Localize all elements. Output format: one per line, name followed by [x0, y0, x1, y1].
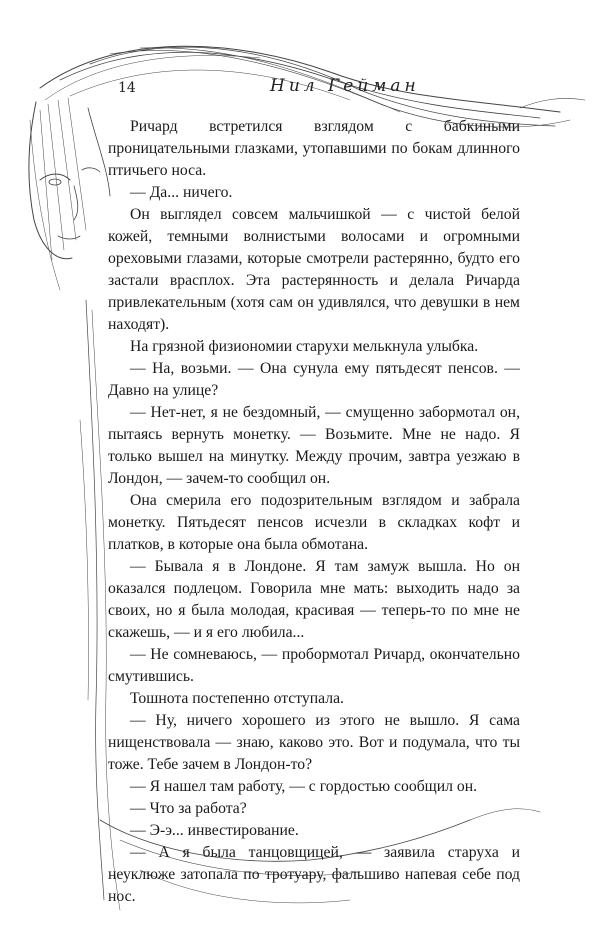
- paragraph: — Э-э... инвестирование.: [130, 822, 299, 839]
- paragraph: Тошнота постепенно отступала.: [130, 690, 344, 707]
- paragraph: — Что за работа?: [130, 800, 247, 817]
- paragraph: — Нет-нет, я не бездомный, — смущенно забормотал он, пытаясь вернуть монетку. — Возьмите. Мне не надо. Я только вышел на минутку. Между прочим, завтра уезжаю в Лондон, — зачем-то сообщил он.: [108, 404, 520, 487]
- paragraph: — Ну, ничего хорошего из этого не вышло. Я сама нищенствовала — знаю, каково это. Вот и подумала, что ты тоже. Тебе зачем в Лондон-то?: [108, 712, 520, 773]
- page-number: 14: [118, 80, 136, 96]
- paragraph: На грязной физиономии старухи мелькнула улыбка.: [130, 338, 479, 355]
- paragraph: — На, возьми. — Она сунула ему пятьдесят пенсов. — Давно на улице?: [108, 360, 520, 399]
- paragraph: — Не сомневаюсь, — пробормотал Ричард, окончательно смутившись.: [108, 646, 520, 685]
- paragraph: — Да... ничего.: [130, 184, 233, 201]
- paragraph: — А я была танцовщицей, — заявила старуха и неуклюже затопала по тротуару, фальшиво напевая себе под нос.: [108, 844, 520, 905]
- paragraph: Ричард встретился взглядом с бабкиными проницательными глазками, утопавшими по бокам длинного птичьего носа.: [108, 118, 520, 179]
- running-header: [100, 74, 530, 98]
- paragraph: — Я нашел там работу, — с гордостью сообщил он.: [130, 778, 478, 795]
- running-header-author: Нил Гейман: [270, 76, 420, 96]
- paragraph: Он выглядел совсем мальчишкой — с чистой белой кожей, темными волнистыми волосами и огромными ореховыми глазами, которые смотрели растерянно, будто его застали врасплох. Эта растерянность и делала Ричарда привлекательным (хотя сам он удивлялся, что девушки в нем находят).: [108, 206, 520, 333]
- body-text: [108, 116, 520, 908]
- paragraph: — Бывала я в Лондоне. Я там замуж вышла. Но он оказался подлецом. Говорила мне мать: выходить надо за своих, но я была молодая, красивая — теперь-то по мне не скажешь, — и я его любила...: [108, 558, 520, 641]
- paragraph: Она смерила его подозрительным взглядом и забрала монетку. Пятьдесят пенсов исчезли в складках кофт и платков, в которые она была обмотана.: [108, 492, 520, 553]
